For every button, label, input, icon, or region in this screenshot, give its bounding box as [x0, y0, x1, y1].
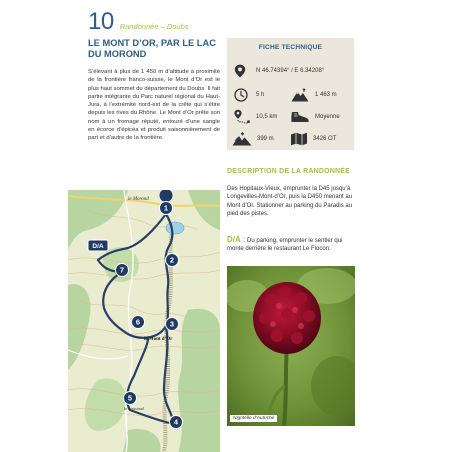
distance-value: 10,5 km	[256, 114, 278, 120]
map-marker-5	[124, 392, 137, 405]
hiking-boot-icon	[290, 111, 310, 123]
topographic-map	[68, 190, 220, 452]
map-marker-3	[166, 318, 179, 331]
map-marker-6-label: 6	[135, 317, 141, 327]
coordinates-value: N 46.74394° / E 6.34208°	[256, 68, 325, 74]
map-marker-start-label: D/A	[92, 243, 104, 250]
distance-route-icon	[233, 109, 251, 125]
clock-icon	[234, 88, 248, 102]
location-pin-icon	[234, 64, 246, 78]
flower-photo	[227, 266, 355, 426]
map-marker-6	[132, 316, 145, 329]
nigritelle-flower-image	[227, 266, 355, 426]
description-title: DESCRIPTION DE LA RANDONNÉE	[227, 168, 350, 175]
map-marker-7-label: 7	[119, 265, 125, 275]
map-marker-start	[88, 240, 108, 251]
duration-value: 5 h	[256, 92, 265, 98]
map-place-boissiaud: le Boissiaud	[124, 406, 144, 411]
start-arrival-paragraph	[227, 236, 355, 254]
map-marker-3-label: 3	[169, 319, 175, 329]
photo-caption: Nigritelle d’Autriche	[230, 415, 277, 422]
difficulty-value: Moyenne	[315, 114, 340, 120]
map-place-morond: le Morond	[128, 197, 149, 202]
map-marker-2-label: 2	[169, 255, 175, 265]
technical-sheet	[227, 38, 354, 150]
tech-row-elevation-map	[227, 128, 354, 150]
altitude-value: 1 463 m	[315, 92, 337, 98]
elevation-gain-value: 399 m	[257, 136, 274, 142]
map-marker-2	[166, 254, 179, 267]
map-marker-7	[116, 264, 129, 277]
description-body: Des Hopitaux-Vieux, emprunter la D45 jusqu’à Longevilles-Mont-d’Or, puis la D450 menant au Mont d’Or. Stationner au parking du Paradis au pied des pistes.	[227, 186, 353, 218]
ign-map-value: 3426 OT	[313, 136, 337, 142]
start-arrival-label: D/A :	[227, 235, 246, 244]
tech-row-distance-difficulty	[227, 106, 354, 128]
start-arrival-text: Du parking, emprunter le sentier qui monte derrière le restaurant Le Flocon.	[227, 238, 343, 253]
technical-sheet-title: FICHE TECHNIQUE	[258, 44, 323, 51]
page-header	[88, 8, 189, 34]
map-place-mont-dor: le Mont d’Or	[144, 337, 173, 342]
map-marker-4	[170, 416, 183, 429]
hike-title: LE MONT D’OR, PAR LE LAC DU MOROND	[88, 38, 216, 59]
route-map	[68, 190, 220, 452]
elevation-gain-icon	[232, 132, 252, 146]
map-marker-4-label: 4	[173, 417, 179, 427]
map-marker-1-label: 1	[163, 203, 169, 213]
intro-paragraph: S’élevant à plus de 1 450 m d’altitude à proximité de la frontière franco-suisse, le Mont d’Or est le plus haut sommet du département du Doubs. Il fait partie intégrante du Parc naturel régional du Haut-Jura, à l’extrémité nord-est de la crête qui s’étire depuis les rives du Rhône. Le Mont d’Or prête son nom à un fromage réputé, entouré d’une sangle en écorce d’épicéa et produit saisonnièrement de part et d’autre de la frontière.	[88, 69, 220, 142]
section-label: Randonnée – Doubs	[119, 22, 189, 31]
tech-row-coordinates	[227, 60, 354, 82]
folded-map-icon	[290, 132, 308, 146]
page-number: 10	[88, 8, 114, 35]
map-marker-5-label: 5	[127, 393, 133, 403]
tech-row-duration-altitude	[227, 84, 354, 106]
mountain-altitude-icon	[291, 88, 309, 102]
